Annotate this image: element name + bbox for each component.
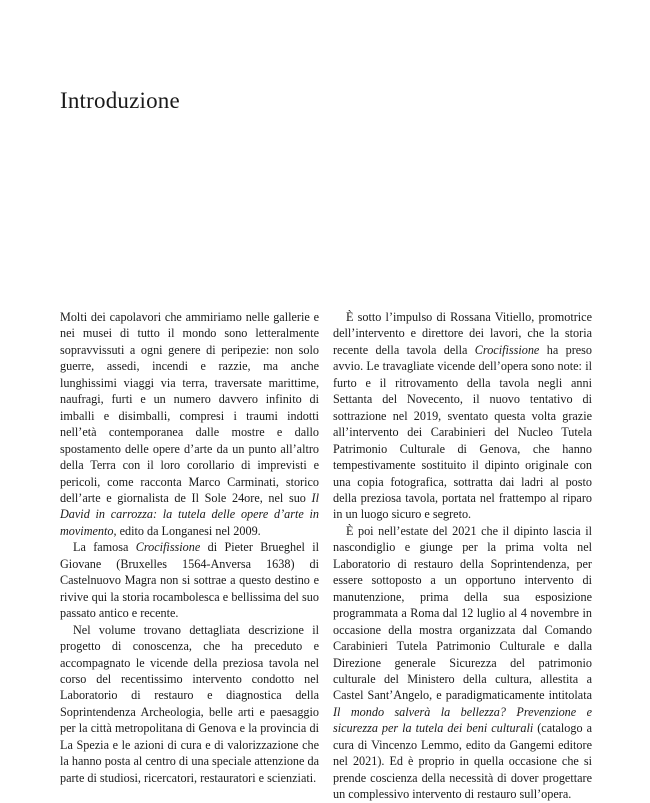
paragraph-text: (catalogo a cura di Vincenzo Lemmo, edito da Gangemi editore nel 2021). Ed è proprio in quella occasione che si prende coscienza della necessità di dover progettare un complessivo intervento di restauro sull’opera. [333, 721, 592, 802]
paragraph-text: edito da Longanesi nel 2009. [116, 523, 261, 538]
paragraph: Nel volume trovano dettagliata descrizione il progetto di conoscenza, che ha preceduto e accompagnato le vicende della preziosa tavola nel corso del recentissimo intervento condotto nel Laboratorio di restauro e diagnostica della Soprintendenza Archeologia, belle arti e paesaggio per la città metropolitana di Genova e la provincia di La Spezia e le azioni di cura e di valorizzazione che la hanno posta al centro di una speciale attenzione da parte di studiosi, ricercatori, restauratori e scienziati. [60, 622, 319, 785]
exhibition-title-italic: Il mondo salverà la bellezza? Prevenzione e sicurezza per la tutela dei beni culturali [333, 704, 592, 736]
book-title-italic: Il David in carrozza: la tutela delle opere d’arte in movimento, [60, 490, 319, 538]
paragraph-text: ha preso avvio. Le travagliate vicende dell’opera sono note: il furto e il ritrovamento della tavola negli anni Settanta del Novecento, il nuovo tentativo di sottrazione nel 2019, sventato questa volta grazie all’intervento dei Carabinieri del Nucleo Tutela Patrimonio Culturale di Genova, che hanno tempestivamente sostituito il dipinto originale con una copia fotografica, sottratta dai ladri al posto della preziosa tavola, portata nel frattempo al riparo in un luogo sicuro e segreto. [333, 342, 592, 522]
paragraph [333, 523, 592, 803]
paragraph [60, 309, 319, 539]
paragraph [60, 539, 319, 621]
artwork-title-italic: Crocifissione [135, 540, 201, 555]
artwork-title-italic: Crocifissione [474, 342, 540, 357]
paragraph-text: È poi nell’estate del 2021 che il dipinto lascia il nascondiglio e giunge per la prima volta nel Laboratorio di restauro della Soprintendenza, per essere sottoposto a un opportuno intervento di manutenzione, prima della sua esposizione programmata a Roma dal 12 luglio al 4 novembre in occasione della mostra organizzata dal Comando Carabinieri Tutela Patrimonio Culturale e dalla Direzione generale Sicurezza del patrimonio culturale del Ministero della cultura, allestita a Castel Sant’Angelo, e paradigmaticamente intitolata [333, 523, 592, 703]
paragraph-text: Molti dei capolavori che ammiriamo nelle gallerie e nei musei di tutto il mondo sono letteralmente sopravvissuti a ogni genere di peripezie: non solo guerre, assedi, incendi e razzie, ma anche lunghissimi viaggi via terra, traversate marittime, naufragi, furti e un numero davvero infinito di imballi e disimballi, compresi i traumi indotti nell’età contemporanea dalle mostre e dallo spostamento delle opere d’arte da un punto all’altro della Terra con il loro corollario di imprevisti e pericoli, come racconta Marco Carminati, storico dell’arte e giornalista de Il Sole 24ore, nel suo [60, 310, 319, 505]
paragraph-text: La famosa [73, 540, 136, 555]
right-column [333, 309, 592, 803]
paragraph-text: di Pieter Brueghel il Giovane (Bruxelles 1564-Anversa 1638) di Castelnuovo Magra non si sottrae a questo destino e rivive qui la storia rocambolesca e bellissima del suo passato antico e recente. [60, 540, 319, 621]
page-title: Introduzione [60, 88, 180, 113]
paragraph [333, 309, 592, 523]
paragraph-text: È sotto l’impulso di Rossana Vitiello, promotrice dell’intervento e direttore dei lavori, che la storia recente della tavola della [333, 310, 592, 357]
left-column [60, 309, 319, 786]
